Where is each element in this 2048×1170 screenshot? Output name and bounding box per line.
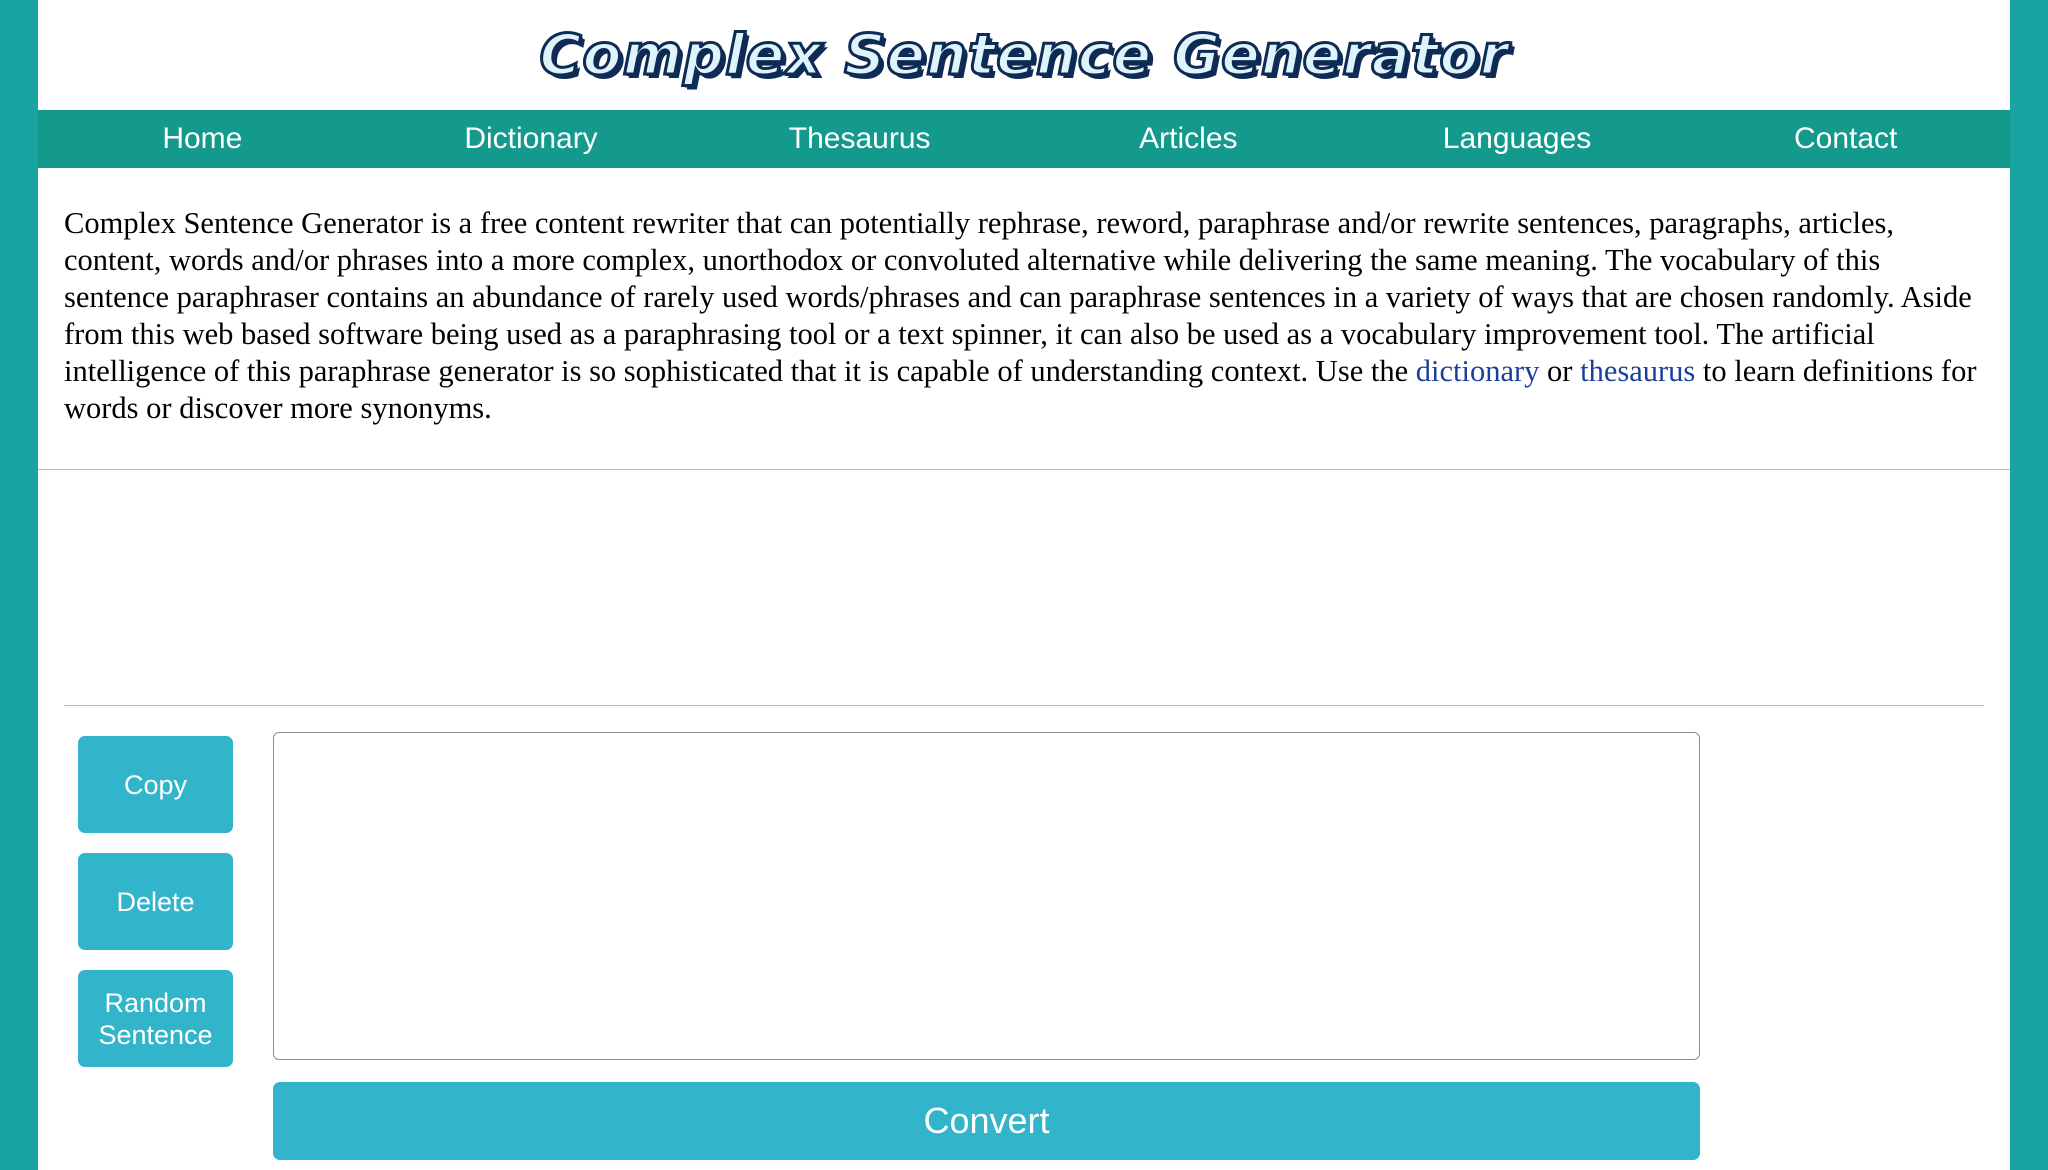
nav-item-dictionary[interactable]: Dictionary (464, 122, 598, 155)
random-sentence-button[interactable] (78, 970, 233, 1067)
intro-paragraph (64, 205, 1984, 427)
dictionary-link[interactable]: dictionary (1415, 353, 1540, 388)
editor-column (273, 732, 1703, 1160)
random-sentence-label (98, 987, 212, 1051)
page-content (38, 0, 2010, 1170)
nav-item-articles[interactable]: Articles (1139, 122, 1238, 155)
tool-area (38, 706, 2010, 1160)
nav-item-languages[interactable]: Languages (1442, 122, 1592, 155)
intro-text-part2: or (1539, 353, 1581, 388)
blank-panel (64, 470, 1984, 706)
left-teal-bar (0, 0, 38, 1170)
action-button-column (38, 732, 273, 1160)
site-header (38, 0, 2010, 110)
thesaurus-link[interactable]: thesaurus (1580, 353, 1696, 388)
sentence-input[interactable] (273, 732, 1700, 1060)
intro-text-part3: to learn definitions for words or discover more synonyms. (64, 353, 1977, 425)
nav-item-home[interactable]: Home (162, 122, 243, 155)
convert-button[interactable]: Convert (273, 1082, 1700, 1160)
main-navigation (38, 110, 2010, 168)
right-teal-bar (2010, 0, 2048, 1170)
delete-button[interactable]: Delete (78, 853, 233, 950)
copy-button[interactable]: Copy (78, 736, 233, 833)
random-sentence-label-line2: Sentence (98, 1019, 213, 1050)
intro-section (38, 168, 2010, 470)
nav-item-thesaurus[interactable]: Thesaurus (788, 122, 931, 155)
nav-item-contact[interactable]: Contact (1794, 122, 1898, 155)
random-sentence-label-line1: Random (104, 987, 207, 1018)
intro-text-part1: Complex Sentence Generator is a free content rewriter that can potentially rephrase, reword, paraphrase and/or rewrite sentences, paragraphs, articles, content, words and/or phrases into a more complex, unorthodox or convoluted alternative while delivering the same meaning. The vocabulary of this sentence paraphraser contains an abundance of rarely used words/phrases and can paraphrase sentences in a variety of ways that are chosen randomly. Aside from this web based software being used as a paraphrasing tool or a text spinner, it can also be used as a vocabulary improvement tool. The artificial intelligence of this paraphrase generator is so sophisticated that it is capable of understanding context. Use the (64, 205, 1972, 388)
site-logo: Complex Sentence Generator (539, 22, 1509, 88)
